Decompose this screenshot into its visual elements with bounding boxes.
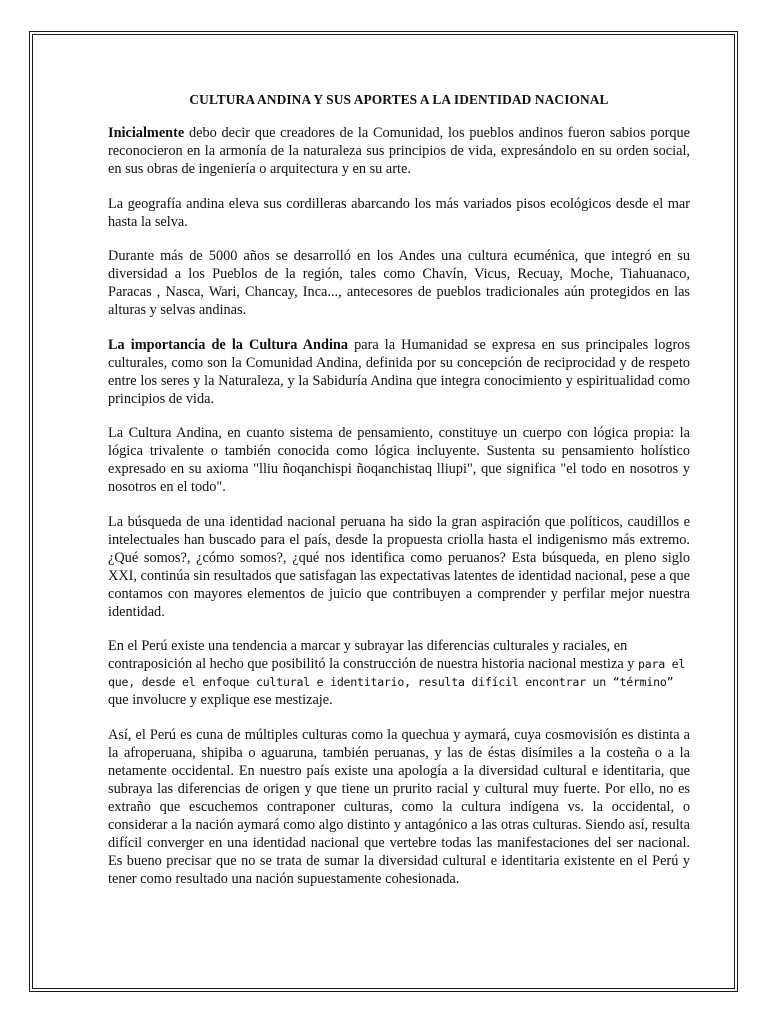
paragraph-6 [108, 513, 690, 621]
paragraph-1-lead: Inicialmente [108, 125, 185, 141]
paragraph-7 [108, 637, 690, 709]
paragraph-5 [108, 424, 690, 496]
paragraph-3-text: Durante más de 5000 años se desarrolló en los Andes una cultura ecuménica, que integró en su diversidad a los Pueblos de la región, tales como Chavín, Vicus, Recuay, Moche, Tiahuanaco, Paracas , Nasca, Wari, Chancay, Inca..., antecesores de pueblos tradicionales aún protegidos en las alturas y selvas andinas. [108, 248, 690, 318]
paragraph-8 [108, 726, 690, 888]
paragraph-6-text: La búsqueda de una identidad nacional peruana ha sido la gran aspiración que políticos, caudillos e intelectuales han buscado para el país, desde la propuesta criolla hasta el indigenismo más extremo. ¿Qué somos?, ¿cómo somos?, ¿qué nos identifica como peruanos? Esta búsqueda, en pleno siglo XXI, continúa sin resultados que satisfagan las expectativas latentes de identidad nacional, pese a que contamos con mayores elementos de juicio que contribuyen a comprender y perfilar mejor nuestra identidad. [108, 513, 691, 620]
paragraph-7-text-c: que involucre y explique ese mestizaje. [108, 692, 333, 708]
paragraph-8-text: Así, el Perú es cuna de múltiples culturas como la quechua y aymará, cuya cosmovisión es distinta a la afroperuana, shipiba o aguaruna, también peruanas, y las de éstas disímiles a la costeña o a la netamente occidental. En nuestro país existe una apología a la diversidad cultural e identitaria, que subraya las diferencias de origen y que tiene un prurito racial y cultural muy fuerte. Por ello, no es extraño que escuchemos contraponer culturas, como la cultura indígena vs. la occidental, o considerar a la nación aymará como algo distinto y antagónico a las otras culturas. Siendo así, resulta difícil converger en una identidad nacional que vertebre todas las manifestaciones del ser nacional. Es bueno precisar que no se trata de sumar la diversidad cultural e identitaria existente en el Perú y tener como resultado una nación supuestamente cohesionada. [108, 726, 690, 887]
paragraph-7-text-a: En el Perú existe una tendencia a marcar y subrayar las diferencias culturales y raciales, en contraposición al hecho que posibilitó la construcción de nuestra historia nacional mestiza y [108, 638, 639, 672]
paragraph-7-text-b: para el que, desde el enfoque cultural e identitario, resulta difícil encontrar un “término” [108, 657, 686, 689]
paragraph-2-text: La geografía andina eleva sus cordilleras abarcando los más variados pisos ecológicos desde el mar hasta la selva. [108, 195, 690, 230]
paragraph-2 [108, 195, 690, 231]
document-body [108, 92, 690, 904]
paragraph-3 [108, 247, 690, 319]
paragraph-4-text: para la Humanidad se expresa en sus principales logros culturales, como son la Comunidad Andina, definida por su concepción de reciprocidad y de respeto entre los seres y la Naturaleza, y la Sabiduría Andina que integra conocimiento y espiritualidad como principios de vida. [108, 336, 691, 407]
paragraph-4 [108, 336, 690, 408]
document-title: CULTURA ANDINA Y SUS APORTES A LA IDENTIDAD NACIONAL [189, 92, 609, 107]
paragraph-1 [108, 124, 690, 178]
paragraph-5-text: La Cultura Andina, en cuanto sistema de pensamiento, constituye un cuerpo con lógica propia: la lógica trivalente o también conocida como lógica incluyente. Sustenta su pensamiento holístico expresado en su axioma "lliu ñoqanchispi ñoqanchistaq lliupi", que significa "el todo en nosotros y nosotros en el todo". [108, 425, 690, 495]
paragraph-4-lead: La importancia de la Cultura Andina [108, 336, 349, 353]
paragraph-1-text: debo decir que creadores de la Comunidad, los pueblos andinos fueron sabios porque reconocieron en la armonía de la naturaleza sus principios de vida, expresándolo en su orden social, en sus obras de ingeniería o arquitectura y en su arte. [108, 125, 690, 177]
